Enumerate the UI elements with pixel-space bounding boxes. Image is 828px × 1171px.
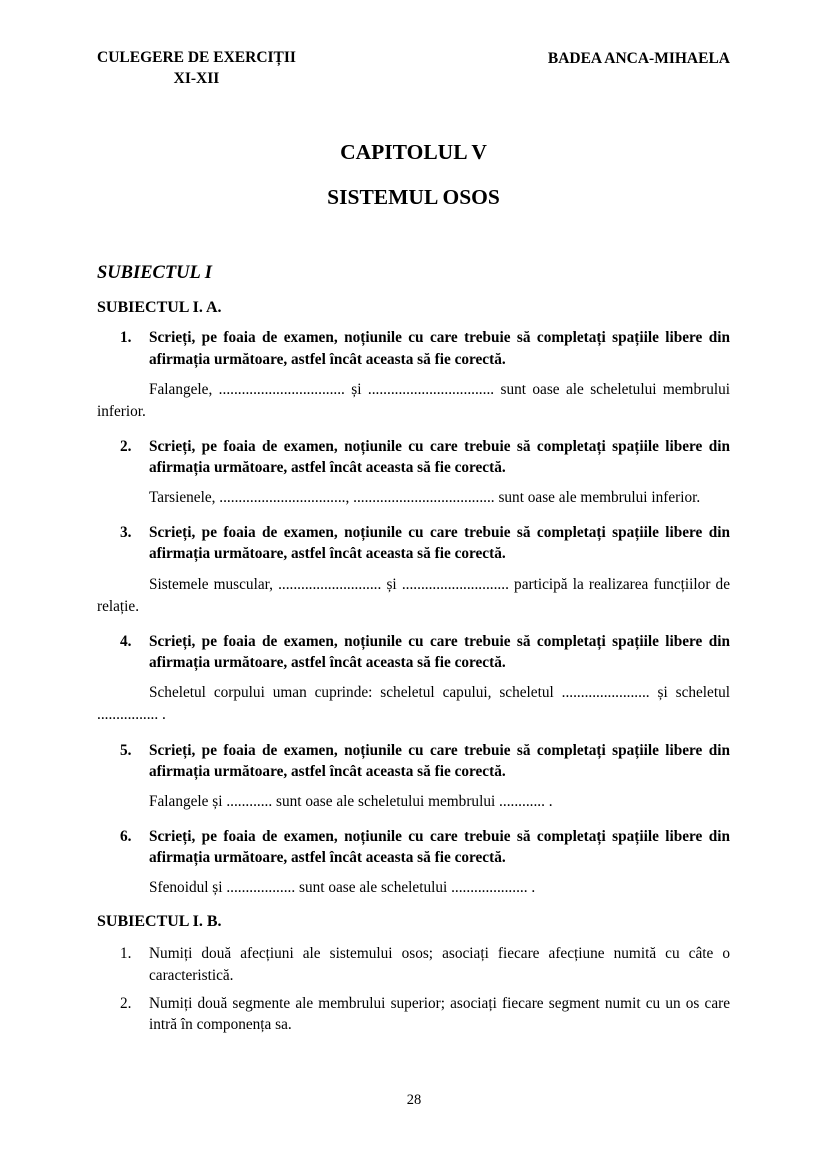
header-author: BADEA ANCA-MIHAELA [547,50,730,67]
item-number: 1. [120,329,132,347]
header-left-title: CULEGERE DE EXERCIȚII [97,49,296,66]
header-left-subtitle: XI-XII [173,69,220,87]
item-number: 2. [120,437,132,455]
item-prompt-text: Scrieți, pe foaia de examen, noțiunile cu care trebuie să completați spațiile libere din afirmația următoare, astfel încât aceasta să fie corectă. [149,741,730,780]
exercise-item-2 [97,436,730,509]
item-prompt-text: Scrieți, pe foaia de examen, noțiunile cu care trebuie să completați spațiile libere din afirmația următoare, astfel încât aceasta să fie corectă. [149,329,730,368]
item-prompt-text: Scrieți, pe foaia de examen, noțiunile cu care trebuie să completați spațiile libere din afirmația următoare, astfel încât aceasta să fie corectă. [149,437,730,477]
exercise-item-5 [97,740,730,813]
item-number: 1. [120,945,132,963]
section-heading-subiectul-i: SUBIECTUL I [97,263,212,284]
fill-in-statement: Falangele, ................................. și ................................. sunt oase ale scheletului membrului inferior. [97,380,730,420]
exercise-prompt [97,740,730,782]
item-text: Numiți două segmente ale membrului superior; asociați fiecare segment numit cu un os care intră în componența sa. [149,994,730,1034]
fill-in-statement: Scheletul corpului uman cuprinde: scheletul capului, scheletul ....................... și scheletul ................ . [97,684,730,724]
chapter-subtitle: SISTEMUL OSOS [327,184,500,209]
fill-in-statement: Sfenoidul și .................. sunt oase ale scheletului .................... . [149,879,536,897]
page-header [97,48,730,90]
exercise-prompt [97,826,730,868]
item-prompt-text: Scrieți, pe foaia de examen, noțiunile cu care trebuie să completați spațiile libere din afirmația următoare, astfel încât aceasta să fie corectă. [149,632,730,672]
header-left [97,48,296,90]
exercise-item-3 [97,522,730,618]
exercise-item-1 [97,327,730,423]
section-heading-subiectul-i-a: SUBIECTUL I. A. [97,298,222,316]
item-number: 5. [120,741,132,759]
exercise-prompt [97,522,730,564]
exercise-prompt [97,631,730,673]
item-prompt-text: Scrieți, pe foaia de examen, noțiunile cu care trebuie să completați spațiile libere din afirmația următoare, astfel încât aceasta să fie corectă. [149,827,730,866]
section-b-list [97,943,730,1036]
fill-in-statement: Tarsienele, ................................., ..................................... sunt oase ale membrului inferior. [149,489,701,507]
fill-in-statement: Falangele și ............ sunt oase ale scheletului membrului ............ . [149,792,553,810]
item-number: 3. [120,524,132,542]
exercise-prompt [97,436,730,478]
item-number: 4. [120,632,132,650]
item-text: Numiți două afecțiuni ale sistemului osos; asociați fiecare afecțiune numită cu câte o caracteristică. [149,945,730,984]
item-number: 2. [120,994,132,1012]
exercise-item-4 [97,631,730,727]
page-number: 28 [406,1092,422,1108]
item-number: 6. [120,827,132,845]
fill-in-statement: Sistemele muscular, ........................... și ............................ participă la realizarea funcțiilor de relație. [97,575,730,615]
section-b-item-2 [97,993,730,1036]
chapter-title: CAPITOLUL V [340,139,487,164]
exercise-prompt [97,327,730,369]
section-heading-subiectul-i-b: SUBIECTUL I. B. [97,913,222,931]
section-b-item-1 [97,943,730,986]
exercise-item-6 [97,826,730,899]
item-prompt-text: Scrieți, pe foaia de examen, noțiunile cu care trebuie să completați spațiile libere din afirmația următoare, astfel încât aceasta să fie corectă. [149,524,730,563]
